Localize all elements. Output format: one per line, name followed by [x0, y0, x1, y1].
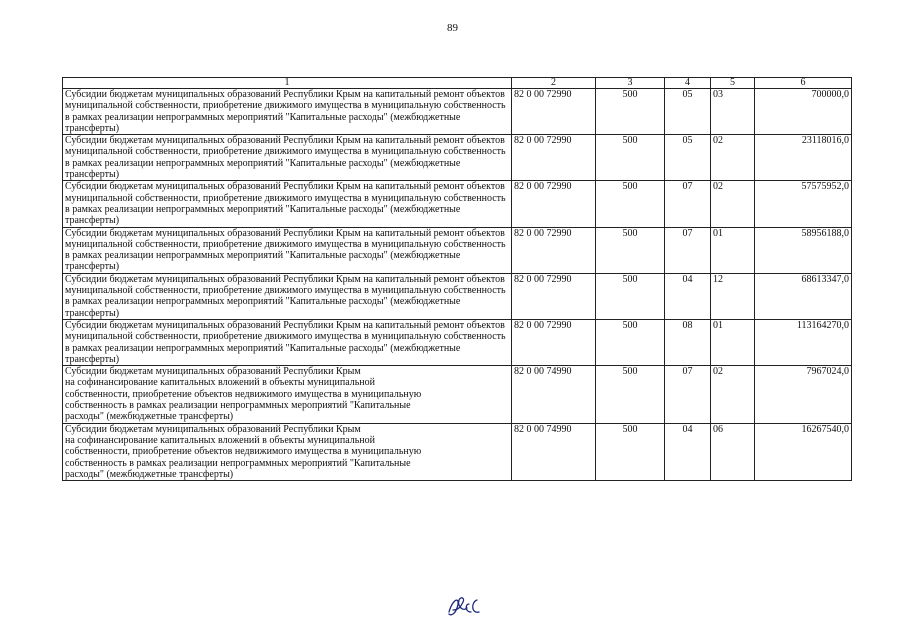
table-header-row — [63, 78, 852, 89]
row-amount: 23118016,0 — [755, 135, 852, 181]
row-section: 05 — [665, 135, 711, 181]
column-header: 6 — [755, 78, 852, 89]
row-description: Субсидии бюджетам муниципальных образований Республики Крым на софинансирование капитальных вложений в объекты муниципальной собственности, приобретение объектов недвижимого имущества в муниципальную собственность в рамках реализации непрограммных мероприятий "Капитальные расходы" (межбюджетные трансферты) — [63, 366, 512, 423]
row-section: 05 — [665, 89, 711, 135]
column-header: 3 — [596, 78, 665, 89]
table-row — [63, 319, 852, 365]
table-row — [63, 423, 852, 480]
row-description: Субсидии бюджетам муниципальных образований Республики Крым на софинансирование капитальных вложений в объекты муниципальной собственности, приобретение объектов недвижимого имущества в муниципальную собственность в рамках реализации непрограммных мероприятий "Капитальные расходы" (межбюджетные трансферты) — [63, 423, 512, 480]
row-expense-type: 500 — [596, 319, 665, 365]
budget-table — [62, 77, 852, 481]
row-expense-type: 500 — [596, 366, 665, 423]
row-subsection: 12 — [711, 273, 755, 319]
table-row — [63, 181, 852, 227]
table-row — [63, 366, 852, 423]
column-header: 4 — [665, 78, 711, 89]
row-subsection: 01 — [711, 227, 755, 273]
row-subsection: 02 — [711, 181, 755, 227]
row-target-article: 82 0 00 72990 — [512, 89, 596, 135]
row-target-article: 82 0 00 74990 — [512, 423, 596, 480]
row-subsection: 03 — [711, 89, 755, 135]
row-section: 04 — [665, 273, 711, 319]
handwritten-signature — [445, 590, 495, 620]
row-description: Субсидии бюджетам муниципальных образований Республики Крым на капитальный ремонт объектов муниципальной собственности, приобретение движимого имущества в муниципальную собственность в рамках реализации непрограммных мероприятий "Капитальные расходы" (межбюджетные трансферты) — [63, 273, 512, 319]
table-row — [63, 89, 852, 135]
row-amount: 68613347,0 — [755, 273, 852, 319]
row-section: 07 — [665, 366, 711, 423]
row-expense-type: 500 — [596, 89, 665, 135]
row-section: 04 — [665, 423, 711, 480]
row-section: 07 — [665, 227, 711, 273]
row-expense-type: 500 — [596, 273, 665, 319]
row-amount: 700000,0 — [755, 89, 852, 135]
page-number: 89 — [447, 22, 458, 34]
row-subsection: 01 — [711, 319, 755, 365]
row-amount: 113164270,0 — [755, 319, 852, 365]
row-description: Субсидии бюджетам муниципальных образований Республики Крым на капитальный ремонт объектов муниципальной собственности, приобретение движимого имущества в муниципальную собственность в рамках реализации непрограммных мероприятий "Капитальные расходы" (межбюджетные трансферты) — [63, 227, 512, 273]
row-expense-type: 500 — [596, 227, 665, 273]
row-target-article: 82 0 00 72990 — [512, 227, 596, 273]
row-description: Субсидии бюджетам муниципальных образований Республики Крым на капитальный ремонт объектов муниципальной собственности, приобретение движимого имущества в муниципальную собственность в рамках реализации непрограммных мероприятий "Капитальные расходы" (межбюджетные трансферты) — [63, 89, 512, 135]
row-subsection: 06 — [711, 423, 755, 480]
column-header: 2 — [512, 78, 596, 89]
row-amount: 7967024,0 — [755, 366, 852, 423]
row-description: Субсидии бюджетам муниципальных образований Республики Крым на капитальный ремонт объектов муниципальной собственности, приобретение движимого имущества в муниципальную собственность в рамках реализации непрограммных мероприятий "Капитальные расходы" (межбюджетные трансферты) — [63, 181, 512, 227]
row-amount: 57575952,0 — [755, 181, 852, 227]
column-header: 5 — [711, 78, 755, 89]
row-target-article: 82 0 00 74990 — [512, 366, 596, 423]
row-amount: 16267540,0 — [755, 423, 852, 480]
row-section: 08 — [665, 319, 711, 365]
row-subsection: 02 — [711, 366, 755, 423]
row-target-article: 82 0 00 72990 — [512, 319, 596, 365]
row-expense-type: 500 — [596, 423, 665, 480]
row-description: Субсидии бюджетам муниципальных образований Республики Крым на капитальный ремонт объектов муниципальной собственности, приобретение движимого имущества в муниципальную собственность в рамках реализации непрограммных мероприятий "Капитальные расходы" (межбюджетные трансферты) — [63, 135, 512, 181]
table-row — [63, 135, 852, 181]
row-section: 07 — [665, 181, 711, 227]
table-body — [63, 89, 852, 481]
row-description: Субсидии бюджетам муниципальных образований Республики Крым на капитальный ремонт объектов муниципальной собственности, приобретение движимого имущества в муниципальную собственность в рамках реализации непрограммных мероприятий "Капитальные расходы" (межбюджетные трансферты) — [63, 319, 512, 365]
row-expense-type: 500 — [596, 135, 665, 181]
row-target-article: 82 0 00 72990 — [512, 135, 596, 181]
row-subsection: 02 — [711, 135, 755, 181]
row-target-article: 82 0 00 72990 — [512, 273, 596, 319]
column-header: 1 — [63, 78, 512, 89]
row-amount: 58956188,0 — [755, 227, 852, 273]
table-row — [63, 227, 852, 273]
row-target-article: 82 0 00 72990 — [512, 181, 596, 227]
table-row — [63, 273, 852, 319]
row-expense-type: 500 — [596, 181, 665, 227]
